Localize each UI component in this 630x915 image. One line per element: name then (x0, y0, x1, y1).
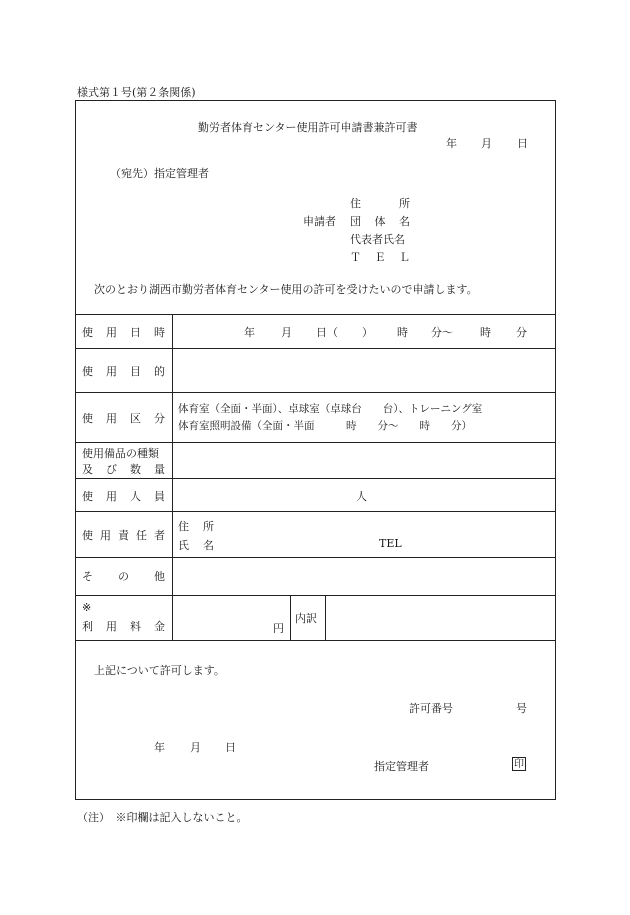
responsible-tel-label: TEL (379, 537, 402, 550)
datetime-day: 日（ (316, 326, 338, 339)
people-unit: 人 (356, 490, 367, 503)
permit-number-unit: 号 (516, 702, 527, 715)
datetime-year: 年 (244, 326, 255, 339)
seal-stamp-box: 印 (514, 759, 524, 770)
datetime-month: 月 (281, 326, 292, 339)
datetime-weekday-close: ） (362, 326, 373, 339)
footnote: （注） ※印欄は記入しないこと。 (77, 811, 248, 824)
addressee: （宛先）指定管理者 (110, 167, 209, 180)
fee-column-divider (290, 595, 291, 640)
form-id: 様式第１号(第２条関係) (77, 86, 196, 99)
request-text: 次のとおり湖西市勤労者体育センター使用の許可を受けたいので申請します。 (94, 283, 478, 296)
equipment-label-line1: 使用備品の種類 (82, 447, 159, 460)
permit-date-month: 月 (190, 741, 201, 754)
row-divider (75, 557, 556, 558)
row-divider (75, 595, 556, 596)
category-label: 使 用 区 分 (82, 412, 165, 425)
applicant-representative-label: 代表者氏名 (350, 233, 405, 246)
row-divider (75, 392, 556, 393)
fee-column-divider (325, 595, 326, 640)
purpose-label: 使 用 目 的 (82, 365, 165, 378)
column-divider (172, 314, 173, 640)
applicant-label: 申請者 (303, 215, 336, 228)
fee-breakdown-label: 内訳 (295, 612, 317, 625)
row-divider (75, 442, 556, 443)
permit-date-year: 年 (154, 741, 165, 754)
responsible-address-label: 住 所 (178, 520, 214, 533)
permit-text: 上記について許可します。 (94, 664, 225, 677)
row-divider (75, 478, 556, 479)
datetime-end-hour: 時 (480, 326, 491, 339)
date-day: 日 (517, 137, 528, 150)
row-divider (75, 348, 556, 349)
category-options-line2: 体育室照明設備（全面・半面 時 分〜 時 分） (178, 420, 472, 432)
applicant-group-label: 団 体 名 (350, 215, 410, 228)
permit-number-label: 許可番号 (409, 702, 453, 715)
date-month: 月 (481, 137, 492, 150)
datetime-start-minute: 分〜 (431, 326, 453, 339)
category-options-line1: 体育室（全面・半面）、卓球室（卓球台 台）、トレーニング室 (178, 403, 483, 415)
fee-unit: 円 (273, 622, 284, 635)
permit-manager-label: 指定管理者 (374, 760, 429, 773)
datetime-end-minute: 分 (516, 326, 527, 339)
responsible-label: 使 用 責 任 者 (82, 529, 165, 542)
responsible-name-label: 氏 名 (178, 539, 214, 552)
permit-date-day: 日 (225, 741, 236, 754)
row-divider (75, 640, 556, 641)
applicant-address-label: 住 所 (350, 197, 410, 210)
date-year: 年 (446, 137, 457, 150)
row-divider (75, 511, 556, 512)
fee-mark: ※ (82, 601, 92, 614)
other-label: そ の 他 (82, 570, 165, 583)
fee-label: 利 用 料 金 (82, 620, 165, 633)
datetime-start-hour: 時 (397, 326, 408, 339)
applicant-tel-label: Ｔ Ｅ Ｌ (350, 251, 410, 264)
equipment-label-line2: 及 び 数 量 (82, 463, 165, 476)
datetime-label: 使 用 日 時 (82, 326, 165, 339)
form-title: 勤労者体育センター使用許可申請書兼許可書 (198, 121, 418, 134)
row-divider (75, 314, 556, 315)
people-label: 使 用 人 員 (82, 490, 165, 503)
